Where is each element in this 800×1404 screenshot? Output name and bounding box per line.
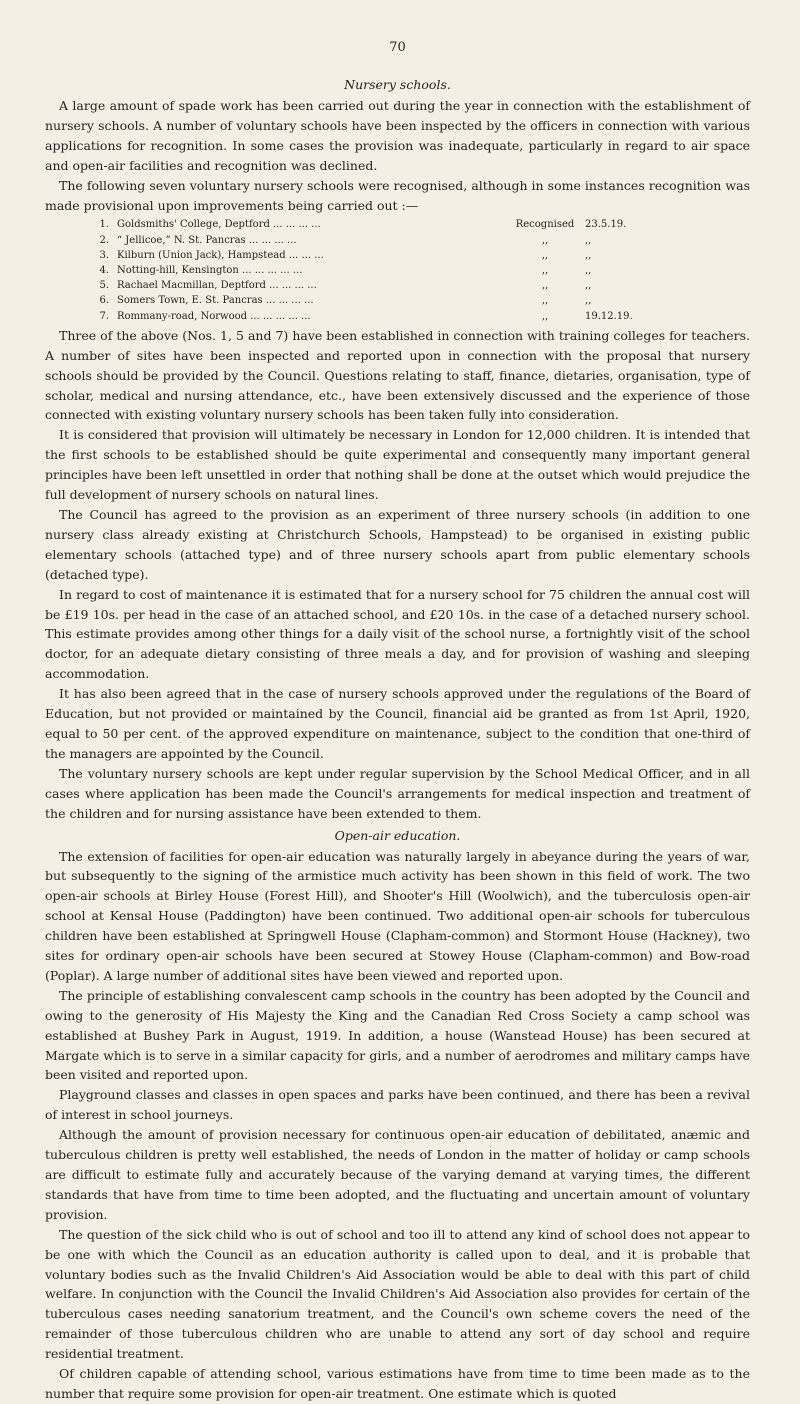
list-item-date: ,,: [585, 265, 592, 277]
list-item-date: ,,: [585, 295, 592, 307]
paragraph: Playground classes and classes in open spaces and parks have been continued, and there has been a revival of interest in school journeys.: [45, 1087, 750, 1123]
list-item-name: Somers Town, E. St. Pancras ... ... ... ...: [117, 295, 314, 307]
paragraph: The voluntary nursery schools are kept under regular supervision by the School Medical Officer, and in all cases where application has been made the Council's arrangements for medical inspection and treatment of the children and for nursing assistance have been extended to them.: [45, 765, 750, 821]
list-item: [45, 217, 750, 232]
paragraph: The extension of facilities for open-air education was naturally largely in abeyance during the years of war, but subsequently to the signing of the armistice much activity has been shown in this field of work. The two open-air schools at Birley House (Forest Hill), and Shooter's Hill (Woolwich), and the tuberculosis open-air school at Kensal House (Paddington) have been continued. Two additional open-air schools for tuberculous children have been established at Springwell House (Clapham-common) and Stormont House (Hackney), two sites for ordinary open-air schools have been secured at Stowey House (Clapham-common) and Bow-road (Poplar). A large number of additional sites have been viewed and reported upon.: [45, 848, 750, 983]
school-list: [45, 217, 750, 323]
list-item: [45, 278, 750, 293]
list-item-name: Rommany-road, Norwood ... ... ... ... ...: [117, 310, 311, 322]
list-item-date: ,,: [585, 280, 592, 292]
paragraph: Although the amount of provision necessary for continuous open-air education of debilitated, anæmic and tuberculous children is pretty well established, the needs of London in the matter of holiday or camp schools are difficult to estimate fully and accurately because of the varying demand at varying times, the different standards that have from time to time been adopted, and the fluctuating and uncertain amount of voluntary provision.: [45, 1127, 750, 1222]
list-item-status: ,,: [541, 310, 549, 322]
section-heading-nursery: Nursery schools.: [344, 77, 451, 92]
list-item-date: 19.12.19.: [585, 310, 633, 322]
list-item-date: ,,: [585, 249, 592, 261]
list-item-name: Rachael Macmillan, Deptford ... ... ... ...: [117, 280, 317, 292]
paragraph: The question of the sick child who is out of school and too ill to attend any kind of school does not appear to be one with which the Council as an education authority is called upon to deal, and it is probable that voluntary bodies such as the Invalid Children's Aid Association would be able to deal with this part of child welfare. In conjunction with the Council the Invalid Children's Aid Association also provides for certain of the tuberculous cases needing sanatorium treatment, and the Council's own scheme covers the need of the remainder of those tuberculous children who are unable to attend any sort of day school and require residential treatment.: [45, 1226, 750, 1362]
list-item-status: ,,: [541, 265, 549, 277]
list-item-name: “ Jellicoe,” N. St. Pancras ... ... ... ...: [117, 234, 297, 246]
list-item-number: 6.: [99, 295, 109, 307]
paragraph: The principle of establishing convalescent camp schools in the country has been adopted by the Council and owing to the generosity of His Majesty the King and the Canadian Red Cross Society a camp school was established at Bushey Park in August, 1919. In addition, a house (Wanstead House) has been secured at Margate which is to serve in a similar capacity for girls, and a number of aerodromes and military camps have been visited and reported upon.: [45, 987, 750, 1083]
list-item: [45, 263, 750, 278]
list-item-status: ,,: [541, 249, 549, 261]
list-item-number: 7.: [99, 310, 109, 322]
list-item-status: ,,: [541, 295, 549, 307]
list-item-status: Recognised: [515, 219, 575, 231]
list-item-number: 5.: [99, 280, 109, 292]
paragraph: The Council has agreed to the provision as an experiment of three nursery schools (in addition to one nursery class already existing at Christchurch Schools, Hampstead) to be organised in existing public elementary schools (attached type) and of three nursery schools apart from public elementary schools (detached type).: [45, 507, 750, 582]
paragraph: Of children capable of attending school, various estimations have from time to time been made as to the number that require some provision for open-air treatment. One estimate which is quoted: [45, 1366, 750, 1401]
paragraph: A large amount of spade work has been carried out during the year in connection with the establishment of nursery schools. A number of voluntary schools have been inspected by the officers in connection with various applications for recognition. In some cases the provision was inadequate, particularly in regard to air space and open-air facilities and recognition was declined.: [45, 98, 750, 173]
section-heading-open-air: Open-air education.: [334, 827, 461, 843]
paragraph: Three of the above (Nos. 1, 5 and 7) have been established in connection with training colleges for teachers. A number of sites have been inspected and reported upon in connection with the proposal that nursery schools should be provided by the Council. Questions relating to staff, finance, dietaries, organisation, type of scholar, medical and nursing attendance, etc., have been extensively discussed and the experience of those connected with existing voluntary nursery schools has been taken fully into consideration.: [45, 327, 750, 423]
list-item-name: Goldsmiths' College, Deptford ... ... ... ...: [117, 219, 321, 231]
list-item-name: Kilburn (Union Jack), Hampstead ... ... ...: [117, 249, 324, 261]
list-item: [45, 248, 750, 263]
paragraph: The following seven voluntary nursery schools were recognised, although in some instances recognition was made provisional upon improvements being carried out :—: [45, 177, 750, 213]
list-item-number: 4.: [99, 265, 109, 277]
list-item-status: ,,: [541, 234, 549, 246]
paragraph: It has also been agreed that in the case of nursery schools approved under the regulations of the Board of Education, but not provided or maintained by the Council, financial aid be granted as from 1st April, 1920, equal to 50 per cent. of the approved expenditure on maintenance, subject to the condition that one-third of the managers are appointed by the Council.: [45, 686, 750, 761]
list-item-status: ,,: [541, 280, 549, 292]
paragraph: In regard to cost of maintenance it is estimated that for a nursery school for 75 children the annual cost will be £19 10s. per head in the case of an attached school, and £20 10s. in the case of a detached nursery school. This estimate provides among other things for a daily visit of the school nurse, a fortnightly visit of the school doctor, for an adequate dietary consisting of three meals a day, and for provision of washing and sleeping accommodation.: [45, 586, 750, 682]
list-item: [45, 309, 750, 324]
list-item-date: ,,: [585, 234, 592, 246]
list-item-date: 23.5.19.: [585, 219, 627, 231]
list-item-number: 1.: [99, 219, 109, 231]
page-number: 70: [389, 40, 406, 55]
paragraph: It is considered that provision will ultimately be necessary in London for 12,000 children. It is intended that the first schools to be established should be quite experimental and consequently many important general principles have been left unsettled in order that nothing shall be done at the outset which would prejudice the full development of nursery schools on natural lines.: [45, 427, 750, 503]
list-item: [45, 293, 750, 308]
list-item-name: Notting-hill, Kensington ... ... ... ... ...: [117, 265, 303, 277]
list-item: [45, 233, 750, 248]
list-item-number: 3.: [99, 249, 109, 261]
list-item-number: 2.: [99, 234, 109, 246]
